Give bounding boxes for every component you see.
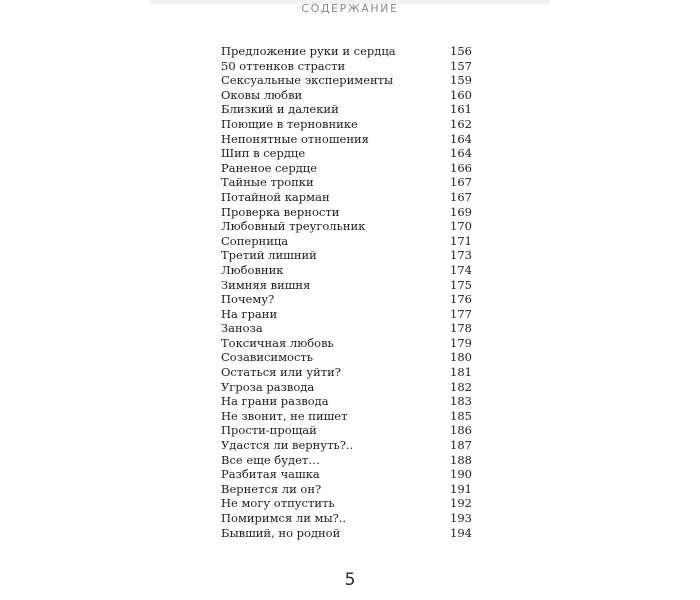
toc-entry — [221, 59, 472, 74]
toc-entry-page-number: 166 — [450, 160, 472, 175]
toc-entry — [221, 132, 472, 147]
toc-entry-page-number: 190 — [450, 467, 472, 482]
toc-entry-page-number: 159 — [450, 73, 472, 88]
table-of-contents — [221, 44, 472, 540]
toc-entry-title: Третий лишний — [221, 248, 317, 263]
toc-entry — [221, 380, 472, 395]
toc-entry-page-number: 161 — [450, 102, 472, 117]
toc-entry — [221, 234, 472, 249]
toc-entry-page-number: 188 — [450, 452, 472, 467]
toc-entry — [221, 453, 472, 468]
toc-entry-title: Проверка верности — [221, 204, 340, 219]
toc-entry-title: Угроза развода — [221, 379, 315, 394]
toc-entry-page-number: 175 — [450, 277, 472, 292]
toc-entry — [221, 350, 472, 365]
toc-entry-page-number: 169 — [450, 204, 472, 219]
toc-entry-title: Заноза — [221, 321, 263, 336]
toc-entry-page-number: 171 — [450, 233, 472, 248]
toc-entry-page-number: 191 — [450, 481, 472, 496]
toc-entry-page-number: 183 — [450, 394, 472, 409]
toc-entry — [221, 292, 472, 307]
toc-entry-title: Остаться или уйти? — [221, 365, 341, 380]
toc-entry-title: Шип в сердце — [221, 146, 306, 161]
toc-entry-title: Прости-прощай — [221, 423, 317, 438]
toc-entry-title: Созависимость — [221, 350, 314, 365]
toc-entry — [221, 146, 472, 161]
toc-entry-title: Не могу отпустить — [221, 496, 335, 511]
toc-entry-title: Бывший, но родной — [221, 525, 341, 540]
toc-entry-title: Поющие в терновнике — [221, 116, 358, 131]
toc-entry — [221, 175, 472, 190]
toc-entry-title: Потайной карман — [221, 189, 330, 204]
toc-entry — [221, 438, 472, 453]
toc-entry — [221, 73, 472, 88]
toc-entry — [221, 409, 472, 424]
toc-entry-page-number: 177 — [450, 306, 472, 321]
toc-entry — [221, 482, 472, 497]
toc-entry — [221, 88, 472, 103]
toc-entry-title: Вернется ли он? — [221, 481, 322, 496]
toc-entry — [221, 248, 472, 263]
toc-entry-page-number: 156 — [450, 44, 472, 58]
toc-entry-title: Все еще будет… — [221, 452, 320, 467]
toc-entry-title: Раненое сердце — [221, 160, 318, 175]
toc-entry — [221, 219, 472, 234]
toc-entry — [221, 394, 472, 409]
toc-entry — [221, 423, 472, 438]
toc-entry-page-number: 194 — [450, 525, 472, 540]
toc-entry — [221, 321, 472, 336]
toc-entry — [221, 336, 472, 351]
toc-entry-page-number: 185 — [450, 408, 472, 423]
toc-entry-title: Почему? — [221, 292, 275, 307]
toc-entry-page-number: 181 — [450, 365, 472, 380]
toc-entry-page-number: 179 — [450, 335, 472, 350]
toc-entry — [221, 117, 472, 132]
toc-entry-title: Непонятные отношения — [221, 131, 369, 146]
toc-entry-page-number: 182 — [450, 379, 472, 394]
toc-entry — [221, 102, 472, 117]
toc-entry — [221, 365, 472, 380]
toc-entry-title: Не звонит, не пишет — [221, 408, 348, 423]
toc-entry-title: Разбитая чашка — [221, 467, 320, 482]
toc-entry — [221, 278, 472, 293]
toc-entry — [221, 161, 472, 176]
toc-entry-page-number: 173 — [450, 248, 472, 263]
toc-entry-title: На грани — [221, 306, 278, 321]
toc-entry-title: 50 оттенков страсти — [221, 58, 346, 73]
toc-entry-title: Любовник — [221, 262, 284, 277]
toc-entry-page-number: 174 — [450, 262, 472, 277]
toc-entry — [221, 526, 472, 541]
toc-entry — [221, 511, 472, 526]
toc-entry-page-number: 178 — [450, 321, 472, 336]
toc-entry-title: Токсичная любовь — [221, 335, 334, 350]
toc-entry-title: Соперница — [221, 233, 289, 248]
toc-entry — [221, 307, 472, 322]
toc-entry-title: Оковы любви — [221, 87, 303, 102]
toc-entry — [221, 467, 472, 482]
toc-entry-title: Предложение руки и сердца — [221, 44, 396, 58]
toc-entry-page-number: 187 — [450, 438, 472, 453]
toc-entry — [221, 496, 472, 511]
toc-entry-page-number: 157 — [450, 58, 472, 73]
toc-entry-page-number: 193 — [450, 511, 472, 525]
toc-entry-page-number: 164 — [450, 131, 472, 146]
toc-entry-page-number: 176 — [450, 292, 472, 307]
page-number: 5 — [344, 570, 356, 590]
toc-entry-page-number: 170 — [450, 219, 472, 234]
toc-entry-title: Близкий и далекий — [221, 102, 339, 117]
toc-entry-title: Удастся ли вернуть?.. — [221, 438, 354, 453]
toc-entry-title: На грани развода — [221, 394, 329, 409]
page-title: СОДЕРЖАНИЕ — [301, 2, 399, 15]
toc-entry-page-number: 160 — [450, 87, 472, 102]
toc-entry — [221, 44, 472, 59]
toc-entry — [221, 190, 472, 205]
toc-entry-title: Помиримся ли мы?.. — [221, 511, 347, 525]
toc-entry-page-number: 164 — [450, 146, 472, 161]
toc-entry-title: Тайные тропки — [221, 175, 314, 190]
toc-entry-title: Любовный треугольник — [221, 219, 366, 234]
toc-entry-title: Сексуальные эксперименты — [221, 73, 394, 88]
toc-entry-page-number: 180 — [450, 350, 472, 365]
toc-entry — [221, 205, 472, 220]
toc-entry-page-number: 192 — [450, 496, 472, 511]
toc-entry-title: Зимняя вишня — [221, 277, 311, 292]
toc-entry-page-number: 167 — [450, 189, 472, 204]
toc-entry-page-number: 162 — [450, 116, 472, 131]
toc-entry-page-number: 186 — [450, 423, 472, 438]
toc-entry — [221, 263, 472, 278]
toc-entry-page-number: 167 — [450, 175, 472, 190]
